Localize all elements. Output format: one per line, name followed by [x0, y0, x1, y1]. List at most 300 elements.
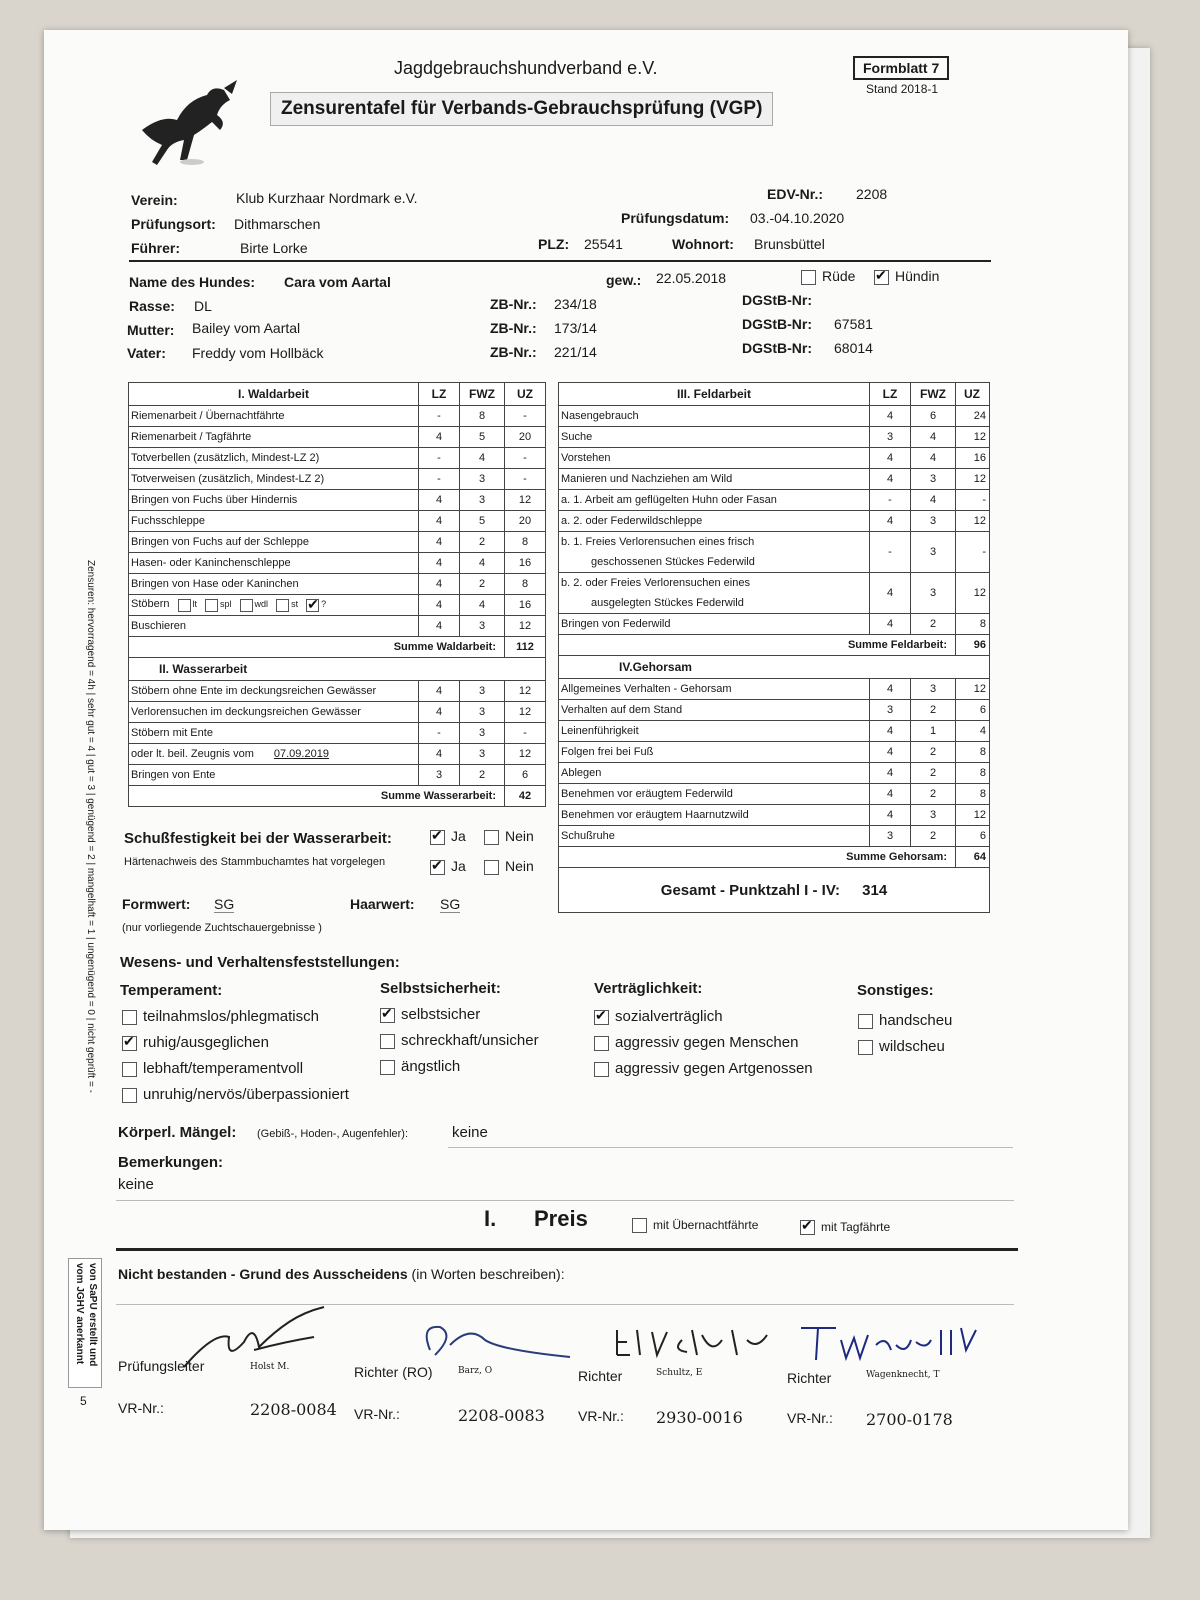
cell: 4 — [419, 532, 460, 553]
sonst-option[interactable] — [858, 1012, 952, 1029]
ort-value: Dithmarschen — [234, 216, 321, 232]
vater-dgstb-value: 68014 — [834, 340, 873, 356]
vr-value: 2930-0016 — [656, 1408, 743, 1427]
verein-value: Klub Kurzhaar Nordmark e.V. — [236, 190, 418, 206]
selbst-label: Selbstsicherheit: — [380, 980, 501, 997]
option-label: ? — [321, 599, 327, 610]
stoebern-option[interactable] — [178, 599, 198, 609]
cell: 4 — [956, 721, 990, 742]
table-row — [129, 595, 546, 616]
edv-label: EDV-Nr.: — [767, 186, 824, 202]
table-row — [129, 723, 546, 744]
geh-sum: 64 — [956, 847, 990, 868]
cell: - — [505, 406, 546, 427]
table-row — [559, 448, 990, 469]
table-row — [129, 406, 546, 427]
side-box-text — [73, 1263, 99, 1366]
cell: 4 — [870, 805, 911, 826]
judge-role: Richter — [787, 1370, 832, 1386]
feldarbeit-title: III. Feldarbeit — [559, 383, 870, 406]
option-label: mit Übernachtfährte — [653, 1218, 759, 1232]
row-label: Totverweisen (zusätzlich, Mindest-LZ 2) — [129, 469, 419, 490]
cell: - — [870, 532, 911, 573]
wesen-title: Wesens- und Verhaltensfeststellungen: — [120, 954, 400, 971]
vertraeg-option[interactable] — [594, 1034, 798, 1051]
row-label: Bringen von Ente — [129, 765, 419, 786]
option-label: st — [291, 599, 299, 610]
bemerkungen-value: keine — [118, 1176, 154, 1193]
cell: 4 — [911, 490, 956, 511]
temperament-label: Temperament: — [120, 982, 223, 999]
stoebern-option[interactable] — [276, 599, 298, 609]
cell: 16 — [505, 553, 546, 574]
cell: 4 — [911, 427, 956, 448]
cell: - — [505, 448, 546, 469]
edv-value: 2208 — [856, 186, 888, 202]
row-label: a. 2. oder Federwildschleppe — [559, 511, 870, 532]
stoebern-checkbox[interactable] — [306, 599, 319, 612]
cell: 4 — [870, 679, 911, 700]
stoebern-checkbox[interactable] — [205, 599, 218, 612]
row-label: Benehmen vor eräugtem Federwild — [559, 784, 870, 805]
option-label: ruhig/ausgeglichen — [143, 1034, 269, 1051]
selbst-option[interactable] — [380, 1006, 480, 1023]
table-row — [559, 742, 990, 763]
row-label: Fuchsschleppe — [129, 511, 419, 532]
stoebern-checkbox[interactable] — [240, 599, 253, 612]
vater-label: Vater: — [127, 345, 166, 361]
cell: 24 — [956, 406, 990, 427]
cell: 4 — [419, 702, 460, 723]
cell: 4 — [419, 595, 460, 616]
gesamt-row — [559, 868, 990, 913]
haarwert-label: Haarwert: — [350, 896, 415, 912]
col-fwz: FWZ — [911, 383, 956, 406]
waldarbeit-title: I. Waldarbeit — [129, 383, 419, 406]
mutter-dgstb-value: 67581 — [834, 316, 873, 332]
cell: 4 — [419, 427, 460, 448]
vr-label: VR-Nr.: — [578, 1408, 624, 1424]
cell: 4 — [460, 595, 505, 616]
cell: 4 — [870, 511, 911, 532]
rule — [448, 1147, 1013, 1148]
cell: 3 — [460, 744, 505, 765]
table-row — [129, 553, 546, 574]
cell: - — [419, 469, 460, 490]
verein-label: Verein: — [131, 192, 178, 208]
haerte-nein[interactable] — [484, 858, 534, 875]
mutter-value: Bailey vom Aartal — [192, 320, 301, 336]
wasser-sum-label: Summe Wasserarbeit: — [129, 786, 505, 807]
nein-label: Nein — [505, 828, 534, 844]
cell: 20 — [505, 427, 546, 448]
table-row — [129, 490, 546, 511]
row-label: Riemenarbeit / Tagfährte — [129, 427, 419, 448]
table-row — [129, 765, 546, 786]
gew-value: 22.05.2018 — [656, 270, 727, 286]
cell: 3 — [911, 679, 956, 700]
row-label: Folgen frei bei Fuß — [559, 742, 870, 763]
b2-line2: ausgelegten Stückes Federwild — [591, 597, 744, 609]
cell: 4 — [870, 614, 911, 635]
table-row — [129, 511, 546, 532]
cell: 1 — [911, 721, 956, 742]
row-label: oder lt. beil. Zeugnis vom 07.09.2019 — [129, 744, 419, 765]
hunting-dog-logo — [132, 60, 242, 170]
rule — [116, 1200, 1014, 1201]
gehorsam-title: IV.Gehorsam — [559, 656, 990, 679]
ruede-checkbox[interactable] — [801, 270, 816, 285]
row-label: Verlorensuchen im deckungsreichen Gewässer — [129, 702, 419, 723]
cell: 4 — [419, 681, 460, 702]
cell: 12 — [505, 702, 546, 723]
wasser-sum: 42 — [505, 786, 546, 807]
vater-value: Freddy vom Hollbäck — [192, 345, 324, 361]
option-label: sozialverträglich — [615, 1008, 723, 1025]
row-label: Buschieren — [129, 616, 419, 637]
row-label: Manieren und Nachziehen am Wild — [559, 469, 870, 490]
wohnort-label: Wohnort: — [672, 236, 734, 252]
rasse-label: Rasse: — [129, 298, 175, 314]
option-label: selbstsicher — [401, 1006, 481, 1023]
cell: 4 — [460, 553, 505, 574]
row-label: Schußruhe — [559, 826, 870, 847]
table-row — [559, 573, 990, 614]
table-row — [559, 805, 990, 826]
row-label: Verhalten auf dem Stand — [559, 700, 870, 721]
formwert-value: SG — [214, 896, 235, 912]
cell: 5 — [460, 511, 505, 532]
feldarbeit-table — [558, 382, 990, 913]
form-version: Stand 2018-1 — [866, 82, 939, 96]
cell: 4 — [419, 574, 460, 595]
cell: - — [419, 448, 460, 469]
option-label: schreckhaft/unsicher — [401, 1032, 539, 1049]
cell: 4 — [460, 448, 505, 469]
table-row — [559, 826, 990, 847]
signature-2 — [410, 1315, 580, 1375]
nicht-bestanden — [118, 1266, 565, 1282]
zeugnis-date: 07.09.2019 — [273, 748, 329, 760]
cell: 3 — [870, 826, 911, 847]
geh-sum-label: Summe Gehorsam: — [559, 847, 956, 868]
vr-label: VR-Nr.: — [354, 1406, 400, 1422]
cell: 4 — [870, 721, 911, 742]
preis-option-tag[interactable] — [800, 1220, 890, 1235]
schuss-nein-checkbox[interactable] — [484, 830, 499, 845]
cell: 4 — [419, 490, 460, 511]
cell: 6 — [956, 826, 990, 847]
nicht-bestanden-label: Nicht bestanden - Grund des Ausscheidens — [118, 1266, 408, 1282]
cell: 4 — [870, 469, 911, 490]
selbst-option[interactable] — [380, 1032, 539, 1049]
cell: 12 — [956, 511, 990, 532]
row-label: Leinenführigkeit — [559, 721, 870, 742]
cell: 4 — [870, 406, 911, 427]
feld-sum: 96 — [956, 635, 990, 656]
nein-label: Nein — [505, 858, 534, 874]
judge-name: Barz, O — [458, 1366, 493, 1376]
table-row — [559, 532, 990, 573]
vr-label: VR-Nr.: — [118, 1400, 164, 1416]
cell: 2 — [911, 763, 956, 784]
ja-label: Ja — [451, 858, 466, 874]
cell: 3 — [870, 700, 911, 721]
b1-line1: b. 1. Freies Verlorensuchen eines frisch — [561, 536, 755, 548]
divider — [116, 1248, 1018, 1251]
wald-sum: 112 — [505, 637, 546, 658]
table-row — [559, 427, 990, 448]
cell: 3 — [911, 573, 956, 614]
cell: - — [505, 723, 546, 744]
selbst-option[interactable] — [380, 1058, 460, 1075]
table-row — [559, 700, 990, 721]
table-row — [559, 763, 990, 784]
option-label: lebhaft/temperamentvoll — [143, 1060, 304, 1077]
cell: 4 — [870, 784, 911, 805]
table-row — [559, 721, 990, 742]
preis-option-uebernacht[interactable] — [632, 1218, 758, 1233]
huendin-checkbox[interactable] — [874, 270, 889, 285]
cell: 12 — [505, 681, 546, 702]
cell: 4 — [870, 763, 911, 784]
judge-name: Holst M. — [250, 1362, 290, 1372]
fuehrer-label: Führer: — [131, 240, 180, 256]
cell: 8 — [460, 406, 505, 427]
form-sheet — [44, 30, 1128, 1530]
cell: 20 — [505, 511, 546, 532]
row-label: Bringen von Hase oder Kaninchen — [129, 574, 419, 595]
row-label: Nasengebrauch — [559, 406, 870, 427]
cell: 8 — [956, 763, 990, 784]
zb-label: ZB-Nr.: — [490, 296, 537, 312]
cell: - — [419, 723, 460, 744]
haerte-ja-checkbox[interactable] — [430, 860, 445, 875]
cell: 12 — [505, 616, 546, 637]
rasse-value: DL — [194, 298, 212, 314]
schuss-ja[interactable] — [430, 828, 466, 845]
dog-name-label: Name des Hundes: — [129, 274, 256, 290]
schuss-ja-checkbox[interactable] — [430, 830, 445, 845]
cell: 2 — [911, 826, 956, 847]
table-row — [129, 448, 546, 469]
temperament-option[interactable] — [122, 1034, 269, 1051]
row-label: Stöbern mit Ente — [129, 723, 419, 744]
signature-3 — [612, 1320, 782, 1370]
form-title: Zensurentafel für Verbands-Gebrauchsprüfung (VGP) — [270, 92, 773, 126]
huendin-option[interactable] — [874, 268, 939, 285]
cell: 3 — [911, 469, 956, 490]
cell: 3 — [870, 427, 911, 448]
cell: 8 — [956, 784, 990, 805]
option-label: ängstlich — [401, 1058, 461, 1075]
cell: 2 — [911, 700, 956, 721]
cell: 3 — [460, 702, 505, 723]
mutter-zb-label: ZB-Nr.: — [490, 320, 537, 336]
vr-value: 2208-0084 — [250, 1400, 337, 1419]
sonst-label: Sonstiges: — [857, 982, 934, 999]
cell: - — [956, 532, 990, 573]
ruede-option[interactable] — [801, 268, 855, 285]
temperament-option[interactable] — [122, 1060, 303, 1077]
bemerkungen-label: Bemerkungen: — [118, 1154, 224, 1171]
vater-dgstb-label: DGStB-Nr: — [742, 340, 812, 356]
maengel-value: keine — [452, 1124, 488, 1141]
judge-name: Wagenknecht, T — [866, 1370, 940, 1380]
table-row — [559, 490, 990, 511]
mutter-dgstb-label: DGStB-Nr: — [742, 316, 812, 332]
vertraeg-option[interactable] — [594, 1008, 723, 1025]
mutter-zb-value: 173/14 — [554, 320, 597, 336]
option-label: teilnahmslos/phlegmatisch — [143, 1008, 319, 1025]
divider — [129, 260, 991, 262]
page-number: 5 — [80, 1394, 87, 1408]
formwert-label: Formwert: — [122, 896, 191, 912]
cell: 3 — [460, 616, 505, 637]
col-fwz: FWZ — [460, 383, 505, 406]
cell: 5 — [460, 427, 505, 448]
gew-label: gew.: — [606, 272, 642, 288]
cell: 4 — [419, 553, 460, 574]
cell: 4 — [419, 744, 460, 765]
temperament-option[interactable] — [122, 1008, 319, 1025]
temperament-option[interactable] — [122, 1086, 349, 1103]
gesamt-label: Gesamt - Punktzahl I - IV: — [660, 881, 840, 899]
sonst-option[interactable] — [858, 1038, 945, 1055]
cell: 3 — [460, 490, 505, 511]
side-box — [68, 1258, 102, 1388]
b1-line2: geschossenen Stückes Federwild — [591, 556, 755, 568]
cell: 4 — [870, 448, 911, 469]
vr-value: 2208-0083 — [458, 1406, 545, 1425]
fuehrer-value: Birte Lorke — [240, 240, 308, 256]
cell: 8 — [505, 574, 546, 595]
stoebern-option[interactable] — [306, 599, 326, 609]
plz-value: 25541 — [584, 236, 623, 252]
cell: 4 — [419, 616, 460, 637]
table-row — [129, 702, 546, 723]
option-label: mit Tagfährte — [821, 1220, 891, 1234]
cell: 3 — [460, 723, 505, 744]
cell: 16 — [505, 595, 546, 616]
schuss-label: Schußfestigkeit bei der Wasserarbeit: — [124, 830, 392, 847]
vr-label: VR-Nr.: — [787, 1410, 833, 1426]
schuss-nein[interactable] — [484, 828, 534, 845]
cell: 8 — [505, 532, 546, 553]
huendin-label: Hündin — [895, 268, 940, 284]
cell: 4 — [911, 448, 956, 469]
vater-zb-label: ZB-Nr.: — [490, 344, 537, 360]
option-label: wdl — [254, 599, 269, 610]
cell: 3 — [911, 805, 956, 826]
cell: 12 — [956, 469, 990, 490]
ort-label: Prüfungsort: — [131, 216, 216, 232]
row-label: a. 1. Arbeit am geflügelten Huhn oder Fasan — [559, 490, 870, 511]
cell: 2 — [460, 574, 505, 595]
row-label: Vorstehen — [559, 448, 870, 469]
option-label: aggressiv gegen Artgenossen — [615, 1060, 813, 1077]
cell: 4 — [870, 573, 911, 614]
row-label: Stöbern ohne Ente im deckungsreichen Gewässer — [129, 681, 419, 702]
cell: 2 — [460, 765, 505, 786]
stoebern-checkbox[interactable] — [276, 599, 289, 612]
dgstb-label: DGStB-Nr: — [742, 292, 812, 308]
nicht-bestanden-hint: (in Worten beschreiben): — [411, 1266, 565, 1282]
wasserarbeit-title: II. Wasserarbeit — [129, 658, 546, 681]
haerte-ja[interactable] — [430, 858, 466, 875]
option-label: wildscheu — [879, 1038, 945, 1055]
stoebern-option[interactable] — [240, 599, 269, 609]
vertraeg-option[interactable] — [594, 1060, 813, 1077]
option-label: spl — [220, 599, 232, 610]
table-row — [559, 511, 990, 532]
judge-role: Richter — [578, 1368, 623, 1384]
cell: 6 — [911, 406, 956, 427]
dog-name-value: Cara vom Aartal — [284, 274, 391, 290]
haerte-nein-checkbox[interactable] — [484, 860, 499, 875]
stoebern-checkbox[interactable] — [178, 599, 191, 612]
cell: 2 — [911, 784, 956, 805]
side-box-line2: vom JGHV anerkannt — [74, 1263, 85, 1365]
haerte-label: Härtenachweis des Stammbuchamtes hat vorgelegen — [124, 856, 386, 868]
table-row — [129, 469, 546, 490]
col-uz: UZ — [505, 383, 546, 406]
option-label: unruhig/nervös/überpassioniert — [143, 1086, 349, 1103]
vr-value: 2700-0178 — [866, 1410, 953, 1429]
row-label: Suche — [559, 427, 870, 448]
cell: 6 — [956, 700, 990, 721]
row-label: Bringen von Fuchs über Hindernis — [129, 490, 419, 511]
b2-line1: b. 2. oder Freies Verlorensuchen eines — [561, 577, 750, 589]
waldarbeit-table — [128, 382, 546, 807]
row-label: Ablegen — [559, 763, 870, 784]
feld-sum-label: Summe Feldarbeit: — [559, 635, 956, 656]
row-label: Hasen- oder Kaninchenschleppe — [129, 553, 419, 574]
cell: 4 — [419, 511, 460, 532]
option-label: lt — [192, 599, 198, 610]
cell: 2 — [911, 614, 956, 635]
preis-rank: I. — [484, 1206, 497, 1231]
form-number: Formblatt 7 — [853, 56, 949, 80]
col-lz: LZ — [870, 383, 911, 406]
col-lz: LZ — [419, 383, 460, 406]
cell: 12 — [956, 679, 990, 700]
cell: 6 — [505, 765, 546, 786]
option-label: aggressiv gegen Menschen — [615, 1034, 799, 1051]
row-label: Riemenarbeit / Übernachtfährte — [129, 406, 419, 427]
table-row — [129, 532, 546, 553]
cell: 8 — [956, 614, 990, 635]
vertraeg-label: Verträglichkeit: — [594, 980, 703, 997]
cell: - — [870, 490, 911, 511]
col-uz: UZ — [956, 383, 990, 406]
mutter-label: Mutter: — [127, 322, 175, 338]
maengel-hint: (Gebiß-, Hoden-, Augenfehler): — [257, 1128, 409, 1140]
datum-value: 03.-04.10.2020 — [750, 210, 845, 226]
cell: 12 — [956, 805, 990, 826]
association-name: Jagdgebrauchshundverband e.V. — [394, 58, 658, 78]
stoebern-option[interactable] — [205, 599, 232, 609]
ruede-label: Rüde — [822, 268, 856, 284]
row-label: Stöbern lt spl wdl st✔ ? — [129, 595, 419, 616]
side-box-line1: von SaPU erstellt und — [87, 1263, 98, 1367]
table-row — [129, 427, 546, 448]
wohnort-value: Brunsbüttel — [754, 236, 825, 252]
preis-label: Preis — [534, 1206, 588, 1231]
table-row — [129, 616, 546, 637]
table-row — [559, 469, 990, 490]
grade-scale-note: Zensuren: hervorragend = 4h | sehr gut = 4 | gut = 3 | genügend = 2 | mangelhaft = 1 | ungenügend = 0 | nicht geprüft = - — [85, 560, 96, 1093]
